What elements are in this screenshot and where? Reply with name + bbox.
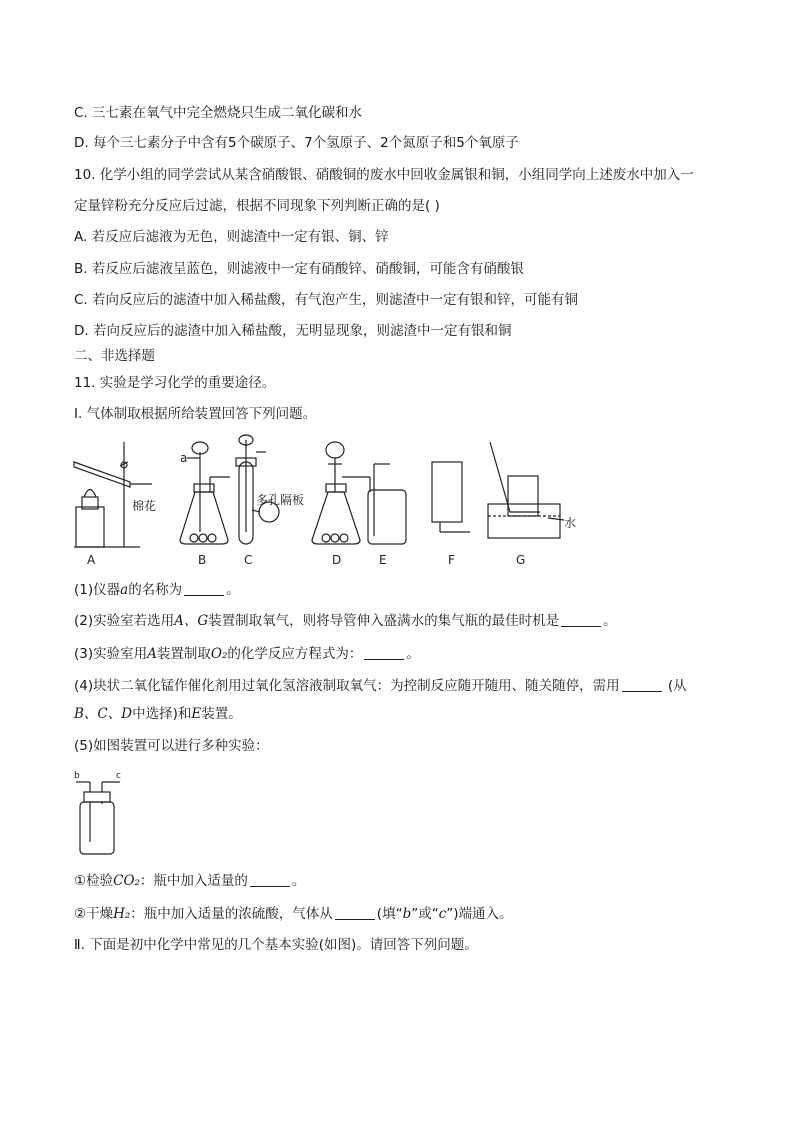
math-var: A: [147, 646, 157, 662]
figure-label-e: E: [379, 553, 387, 567]
answer-blank[interactable]: [622, 679, 662, 692]
math-var: E: [191, 706, 202, 722]
text-fragment: 。: [603, 613, 617, 629]
wash-bottle-figure: [70, 770, 130, 860]
text-fragment: (从: [663, 678, 687, 694]
figure-label-b: B: [198, 553, 207, 567]
apparatus-figure: [70, 432, 590, 572]
q11-part-2-line: [74, 612, 617, 630]
text-fragment: ”或“: [411, 906, 439, 922]
figure-label-a: A: [87, 553, 96, 567]
text-fragment: 。: [406, 646, 420, 662]
q11-part-3-line: [74, 645, 420, 663]
q11-part-4-line-2: [74, 705, 242, 723]
apparatus-f: [432, 462, 470, 532]
q11-part-1-line: [74, 581, 240, 599]
text-fragment: 。: [226, 582, 240, 598]
text-fragment: (4)块状二氧化锰作催化剂用过氧化氢溶液制取氧气：为控制反应随开随用、随关随停，需用: [74, 678, 620, 694]
figure-label-f: F: [448, 553, 455, 567]
text-fragment: 的化学反应方程式为：: [227, 646, 363, 662]
math-var: H₂: [113, 906, 131, 922]
option-d-line: D. 每个三七素分子中含有5个碳原子、7个氢原子、2个氮原子和5个氧原子: [74, 135, 519, 151]
answer-blank[interactable]: [250, 874, 290, 887]
water-label: 水: [564, 516, 577, 530]
math-var: A、G: [174, 613, 209, 629]
text-fragment: (2)实验室若选用: [74, 613, 175, 629]
apparatus-g: [488, 442, 564, 538]
answer-blank[interactable]: [561, 614, 601, 627]
q11-part-5-item-1: [74, 872, 305, 890]
apparatus-a: [74, 442, 152, 547]
answer-blank[interactable]: [364, 647, 404, 660]
math-var: a: [120, 582, 129, 598]
porous-plate-label: 多孔隔板: [256, 493, 305, 507]
text-fragment: 的名称为: [128, 582, 183, 598]
text-fragment: (3)实验室用: [74, 646, 148, 662]
part-1-heading: Ⅰ. 气体制取根据所给装置回答下列问题。: [74, 406, 317, 422]
apparatus-d: [312, 442, 370, 544]
question-10-option-d: D. 若向反应后的滤渣中加入稀盐酸，无明显现象，则滤渣中一定有银和铜: [74, 323, 512, 339]
math-var: b: [402, 906, 412, 922]
question-10-stem-2: 定量锌粉充分反应后过滤，根据不同现象下列判断正确的是( ): [74, 198, 440, 214]
q11-part-5-line: (5)如图装置可以进行多种实验：: [74, 738, 269, 754]
section-2-heading: 二、非选择题: [74, 348, 155, 364]
text-fragment: 装置制取氧气，则将导管伸入盛满水的集气瓶的最佳时机是: [208, 613, 560, 629]
cotton-label: 棉花: [132, 499, 157, 513]
apparatus-b: [180, 442, 230, 544]
math-var: B、C、D: [74, 706, 133, 722]
text-fragment: 装置制取: [156, 646, 211, 662]
math-var: O₂: [210, 646, 228, 662]
part-2-heading: Ⅱ. 下面是初中化学中常见的几个基本实验(如图)。请回答下列问题。: [74, 937, 478, 953]
figure-label-d: D: [332, 553, 342, 567]
question-10-stem-1: 10. 化学小组的同学尝试从某含硝酸银、硝酸铜的废水中回收金属银和铜，小组同学向上述废水中加入一: [74, 167, 694, 183]
math-var: CO₂: [113, 873, 140, 889]
question-11-stem: 11. 实验是学习化学的重要途径。: [74, 375, 276, 391]
port-b-label: b: [74, 771, 80, 781]
text-fragment: 。: [291, 873, 306, 889]
figure-label-c: C: [244, 553, 253, 567]
text-fragment: ：瓶中加入适量的浓硫酸，气体从: [130, 906, 333, 922]
apparatus-c: [236, 435, 279, 544]
text-fragment: (1)仪器: [74, 582, 121, 598]
q11-part-4-line-1: [74, 677, 687, 695]
question-10-option-b: B. 若反应后滤液呈蓝色，则滤液中一定有硝酸锌、硝酸铜，可能含有硝酸银: [74, 261, 524, 277]
text-fragment: ①检验: [74, 873, 114, 889]
text-fragment: ”)端通入。: [446, 906, 513, 922]
question-10-option-c: C. 若向反应后的滤渣中加入稀盐酸，有气泡产生，则滤渣中一定有银和锌，可能有铜: [74, 292, 579, 308]
option-c-line: C. 三七素在氧气中完全燃烧只生成二氧化碳和水: [74, 105, 363, 121]
figure-label-g: G: [516, 553, 526, 567]
text-fragment: ②干燥: [74, 906, 114, 922]
question-10-option-a: A. 若反应后滤液为无色，则滤渣中一定有银、铜、锌: [74, 229, 389, 245]
text-fragment: 装置。: [201, 706, 242, 722]
text-fragment: 中选择)和: [132, 706, 192, 722]
math-var: c: [438, 906, 447, 922]
answer-blank[interactable]: [184, 583, 224, 596]
answer-blank[interactable]: [335, 907, 375, 920]
instrument-a-label: a: [180, 451, 188, 465]
text-fragment: (填“: [376, 906, 403, 922]
text-fragment: ：瓶中加入适量的: [139, 873, 248, 889]
port-c-label: c: [116, 771, 121, 781]
apparatus-e: [368, 464, 406, 544]
q11-part-5-item-2: [74, 905, 513, 923]
